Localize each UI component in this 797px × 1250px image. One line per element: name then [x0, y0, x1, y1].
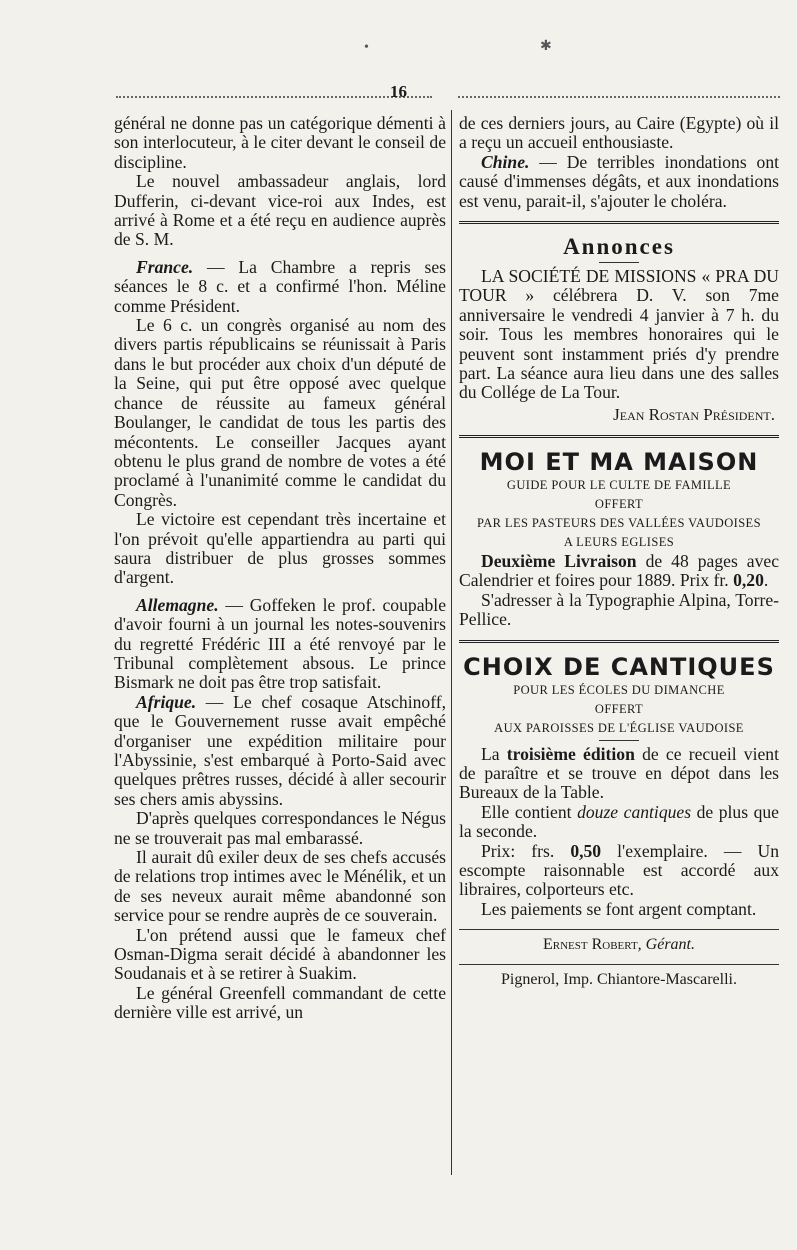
ad-subtitle: POUR LES ÉCOLES DU DIMANCHE: [513, 682, 725, 697]
section-rule: [459, 221, 779, 224]
imprint: Pignerol, Imp. Chiantore-Mascarelli.: [501, 971, 737, 989]
ad-subtitle: A LEURS EGLISES: [563, 534, 675, 549]
ad-title-choix-de-cantiques: CHOIX DE CANTIQUES: [463, 652, 775, 681]
ad-lead: Deuxième Livraison: [481, 550, 637, 571]
rubric-text: — Le chef cosaque Atschinoff, que le Gouvernement russe avait empêché d'organiser une expédition militaire pour l'Abyssinie, s'est embarqué à Porto-Said avec quelques prêtres russes, décidé à aller secourir ses chers amis abyssins.: [114, 691, 446, 809]
ad-text: l'exemplaire. — Un escompte raisonnable est accordé aux libraires, colporteurs etc.: [459, 840, 779, 900]
rubric-france: France.: [136, 256, 194, 277]
news-item-afrique: [114, 693, 446, 809]
article-paragraph: Le victoire est cependant très incertaine et l'on prévoit qu'elle appartiendra au parti qui saura distribuer de plus grosses sommes d'argent.: [114, 509, 446, 588]
section-rule: [459, 435, 779, 438]
article-paragraph: D'après quelques correspondances le Négus ne se trouverait pas mal embarassé.: [114, 808, 446, 848]
announcement-mission: LA SOCIÉTÉ DE MISSIONS « PRA DU TOUR » célébrera D. V. son 7me anniversaire le vendredi 4 janvier à 7 h. du soir. Tous les membres honoraires qui le peuvent sont instamment priés d'y prendre part. La séance aura lieu dans une des salles du Collége de La Tour.: [459, 266, 779, 403]
rubric-afrique: Afrique.: [136, 691, 197, 712]
ad-subtitle: PAR LES PASTEURS DES VALLÉES VAUDOISES: [477, 515, 761, 530]
article-paragraph: Le 6 c. un congrès organisé au nom des divers partis républicains se réunissait à Paris dans le but procéder aux choix d'un député de la Seine, qui put être opposé avec quelque chance de réussite au fameux général Boulanger, le candidat de tous les partis des mécontents. Le conseiller Jacques ayant obtenu le plus grand de nombre de votes a été proclamé à l'unanimité comme le candidat du Congrès.: [114, 315, 446, 510]
section-rule: [459, 640, 779, 643]
article-paragraph: L'on prétend aussi que le fameux chef Osman-Digma serait décidé à abandonner les Soudanais et à se retirer à Suakim.: [114, 924, 446, 984]
footer-rule: [459, 964, 779, 965]
rubric-text: — De terribles inondations ont causé d'immenses dégâts, et aux inondations est venu, parait-il, s'ajouter le choléra.: [459, 151, 779, 211]
ad-subtitle: OFFERT: [594, 701, 644, 716]
ad-text: Prix: frs.: [481, 840, 571, 861]
news-item-allemagne: [114, 596, 446, 693]
header-rule-right: [458, 96, 780, 98]
ink-speck: •: [364, 40, 369, 55]
gerant-line: [459, 936, 779, 954]
ad-text: de plus que la seconde.: [459, 801, 779, 842]
rubric-chine: Chine.: [481, 151, 530, 172]
ad-text: La: [481, 743, 507, 764]
ad-title-moi-et-ma-maison: MOI ET MA MAISON: [479, 447, 759, 476]
announcement-signature: Jean Rostan Président.: [613, 404, 775, 424]
ad-body: [459, 803, 779, 842]
article-paragraph: général ne donne pas un catégorique démenti à son interlocuteur, à le citer devant le conseil de discipline.: [114, 113, 446, 172]
news-item-france: [114, 258, 446, 316]
gerant-name: Ernest Robert: [542, 936, 638, 954]
ad-edition: troisième édition: [506, 743, 635, 764]
annonces-heading: Annonces: [563, 234, 675, 260]
article-paragraph: Le nouvel ambassadeur anglais, lord Dufferin, ci-devant vice-roi aux Indes, est arrivé à Rome et a été reçu en audience auprès de S. M.: [114, 171, 446, 250]
page-number: 16: [390, 82, 407, 101]
rubric-text: — Goffeken le prof. coupable d'avoir fourni à un journal les notes-souvenirs du regretté Frédéric III a été renvoyé par le Tribunal complètement absous. Le prince Bismark ne doit pas être trop satisfait.: [114, 594, 446, 693]
ad-text: Elle contient: [481, 801, 578, 822]
ad-subtitle: GUIDE POUR LE CULTE DE FAMILLE: [506, 477, 732, 492]
ad-body: [459, 552, 779, 591]
ad-text-end: .: [763, 570, 769, 591]
article-paragraph: Le général Greenfell commandant de cette dernière ville est arrivé, un: [114, 982, 446, 1023]
column-divider: [451, 110, 452, 1175]
short-rule: [599, 740, 639, 741]
ad-text: de ce recueil vient de paraître et se trouve en dépot dans les Bureaux de la Table.: [459, 743, 779, 803]
ad-price: 0,50: [570, 840, 602, 861]
news-item-chine: [459, 153, 779, 211]
ad-body: [459, 745, 779, 803]
ad-subtitle: AUX PAROISSES DE L'ÉGLISE VAUDOISE: [494, 720, 744, 735]
ad-emphasis: douze cantiques: [577, 801, 692, 822]
left-column: [114, 114, 446, 1023]
article-paragraph: Il aurait dû exiler deux de ses chefs accusés de relations trop intimes avec le Ménélik, et un de ses neveux aurait même abandonné son service pour se rendre auprès de ce souverain.: [114, 847, 446, 926]
ink-speck: ✱: [540, 39, 552, 54]
ad-address: S'adresser à la Typographie Alpina, Torre-Pellice.: [459, 589, 779, 630]
ad-body: Les paiements se font argent comptant.: [481, 898, 757, 919]
ad-text: de 48 pages avec Calendrier et foires pour 1889. Prix fr.: [459, 550, 780, 591]
gerant-title: , Gérant.: [637, 936, 695, 954]
rubric-allemagne: Allemagne.: [136, 594, 219, 615]
rubric-text: — La Chambre a repris ses séances le 8 c. et a confirmé l'hon. Méline comme Président.: [114, 256, 446, 316]
footer-rule: [459, 929, 779, 930]
ad-price: 0,20: [733, 570, 764, 591]
short-rule: [599, 262, 639, 263]
right-column: [459, 114, 779, 989]
ad-body: [459, 842, 779, 900]
ad-subtitle: OFFERT: [594, 496, 644, 511]
article-paragraph: de ces derniers jours, au Caire (Egypte) où il a reçu un accueil enthousiaste.: [459, 113, 779, 153]
